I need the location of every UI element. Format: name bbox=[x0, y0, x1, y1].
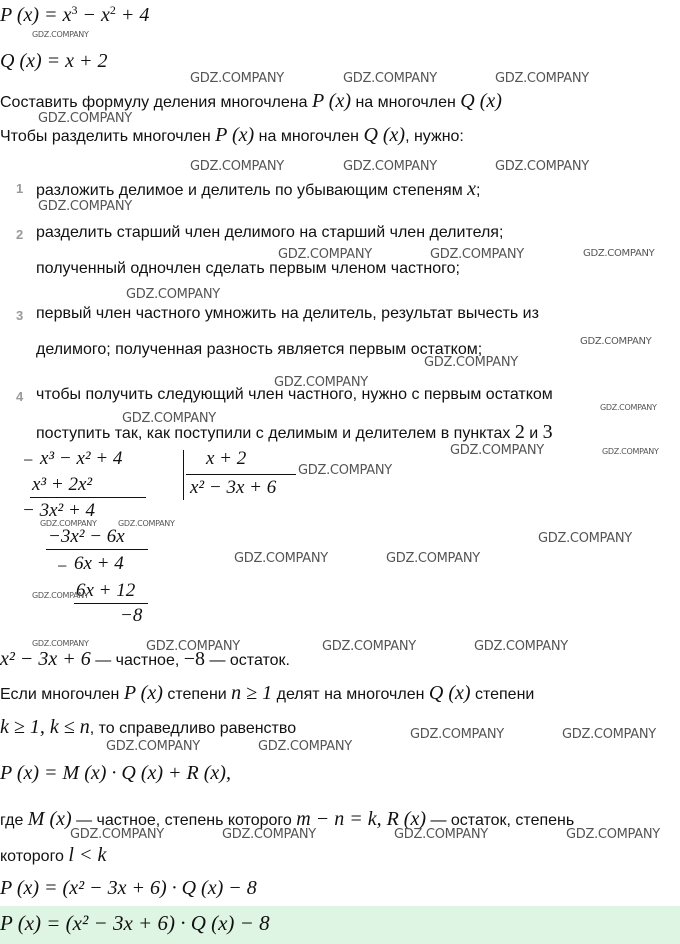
watermark: GDZ.COMPANY bbox=[495, 71, 589, 86]
division-minus: − bbox=[22, 450, 35, 470]
watermark: GDZ.COMPANY bbox=[40, 519, 97, 528]
watermark: GDZ.COMPANY bbox=[234, 551, 328, 566]
watermark: GDZ.COMPANY bbox=[258, 739, 352, 754]
theorem-line-1: Если многочлен P (x) степени n ≥ 1 делят на многочлен Q (x) степени bbox=[0, 682, 535, 704]
watermark: GDZ.COMPANY bbox=[562, 727, 656, 742]
watermark: GDZ.COMPANY bbox=[38, 111, 132, 126]
watermark: GDZ.COMPANY bbox=[566, 827, 660, 842]
watermark: GDZ.COMPANY bbox=[495, 159, 589, 174]
step-text: поступить так, как поступили с делимым и делителем в пунктах 2 и 3 bbox=[36, 421, 553, 443]
step-text: первый член частного умножить на делитель, результат вычесть из bbox=[36, 305, 539, 322]
watermark: GDZ.COMPANY bbox=[190, 159, 284, 174]
intro-statement: Чтобы разделить многочлен P (x) на многочлен Q (x), нужно: bbox=[0, 124, 464, 146]
division-rule bbox=[186, 474, 296, 475]
watermark: GDZ.COMPANY bbox=[424, 355, 518, 370]
division-remainder-3: −8 bbox=[120, 605, 143, 626]
step-number: 3 bbox=[16, 308, 24, 323]
watermark: GDZ.COMPANY bbox=[70, 827, 164, 842]
watermark: GDZ.COMPANY bbox=[600, 403, 657, 412]
theorem-line-2: k ≥ 1, k ≤ n, то справедливо равенство bbox=[0, 716, 297, 738]
result-statement: x² − 3x + 6 — частное, −8 — остаток. bbox=[0, 648, 290, 670]
theorem-line-4: которого l < k bbox=[0, 844, 107, 866]
division-subtrahend-3: 6x + 12 bbox=[76, 580, 136, 601]
poly-p-definition: P $(x) = x^3 - x^2 + 4$ bbox=[0, 3, 150, 26]
watermark: GDZ.COMPANY bbox=[394, 827, 488, 842]
division-rule bbox=[74, 603, 148, 604]
division-rule bbox=[46, 549, 148, 550]
step-number: 4 bbox=[16, 389, 24, 404]
watermark: GDZ.COMPANY bbox=[146, 639, 240, 654]
step-text: полученный одночлен сделать первым членом частного; bbox=[36, 260, 460, 277]
division-rule bbox=[30, 497, 146, 498]
watermark: GDZ.COMPANY bbox=[32, 591, 89, 600]
final-formula: P (x) = (x² − 3x + 6) · Q (x) − 8 bbox=[0, 877, 257, 899]
division-bracket bbox=[183, 450, 184, 500]
watermark: GDZ.COMPANY bbox=[38, 199, 132, 214]
division-remainder-2: 6x + 4 bbox=[74, 553, 124, 574]
step-text: делимого; полученная разность является первым остатком; bbox=[36, 341, 483, 358]
watermark: GDZ.COMPANY bbox=[32, 30, 89, 39]
watermark: GDZ.COMPANY bbox=[298, 463, 392, 478]
watermark: GDZ.COMPANY bbox=[118, 519, 175, 528]
step-text: чтобы получить следующий член частного, нужно с первым остатком bbox=[36, 386, 553, 403]
division-remainder-1: − 3x² + 4 bbox=[22, 500, 96, 521]
step-text: разложить делимое и делитель по убывающим степеням x; bbox=[36, 178, 481, 200]
theorem-formula: P (x) = M (x) · Q (x) + R (x), bbox=[0, 762, 231, 784]
watermark: GDZ.COMPANY bbox=[538, 531, 632, 546]
division-minus: − bbox=[56, 556, 69, 576]
division-quotient: x² − 3x + 6 bbox=[190, 477, 277, 498]
watermark: GDZ.COMPANY bbox=[343, 159, 437, 174]
watermark: GDZ.COMPANY bbox=[602, 447, 659, 456]
step-number: 2 bbox=[16, 227, 24, 242]
watermark: GDZ.COMPANY bbox=[580, 336, 652, 347]
division-divisor: x + 2 bbox=[206, 448, 247, 469]
watermark: GDZ.COMPANY bbox=[122, 411, 216, 426]
watermark: GDZ.COMPANY bbox=[583, 248, 655, 259]
watermark: GDZ.COMPANY bbox=[474, 639, 568, 654]
watermark: GDZ.COMPANY bbox=[32, 639, 89, 648]
poly-q-definition: Q (x) = x + 2 bbox=[0, 50, 108, 72]
division-subtrahend-2: −3x² − 6x bbox=[48, 526, 125, 547]
watermark: GDZ.COMPANY bbox=[450, 443, 544, 458]
watermark: GDZ.COMPANY bbox=[322, 639, 416, 654]
task-statement: Составить формулу деления многочлена P (x) на многочлен Q (x) bbox=[0, 90, 502, 112]
step-number: 1 bbox=[16, 181, 24, 196]
watermark: GDZ.COMPANY bbox=[410, 727, 504, 742]
watermark: GDZ.COMPANY bbox=[106, 739, 200, 754]
watermark: GDZ.COMPANY bbox=[386, 551, 480, 566]
answer-formula: P (x) = (x² − 3x + 6) · Q (x) − 8 bbox=[0, 911, 270, 935]
watermark: GDZ.COMPANY bbox=[126, 287, 220, 302]
theorem-line-3: где M (x) — частное, степень которого m − n = k, R (x) — остаток, степень bbox=[0, 808, 575, 830]
watermark: GDZ.COMPANY bbox=[430, 247, 524, 262]
watermark: GDZ.COMPANY bbox=[343, 71, 437, 86]
watermark: GDZ.COMPANY bbox=[190, 71, 284, 86]
watermark: GDZ.COMPANY bbox=[222, 827, 316, 842]
watermark: GDZ.COMPANY bbox=[274, 375, 368, 390]
division-dividend: x³ − x² + 4 bbox=[40, 448, 123, 469]
division-subtrahend-1: x³ + 2x² bbox=[32, 474, 93, 495]
watermark: GDZ.COMPANY bbox=[278, 247, 372, 262]
step-text: разделить старший член делимого на старший член делителя; bbox=[36, 224, 504, 241]
